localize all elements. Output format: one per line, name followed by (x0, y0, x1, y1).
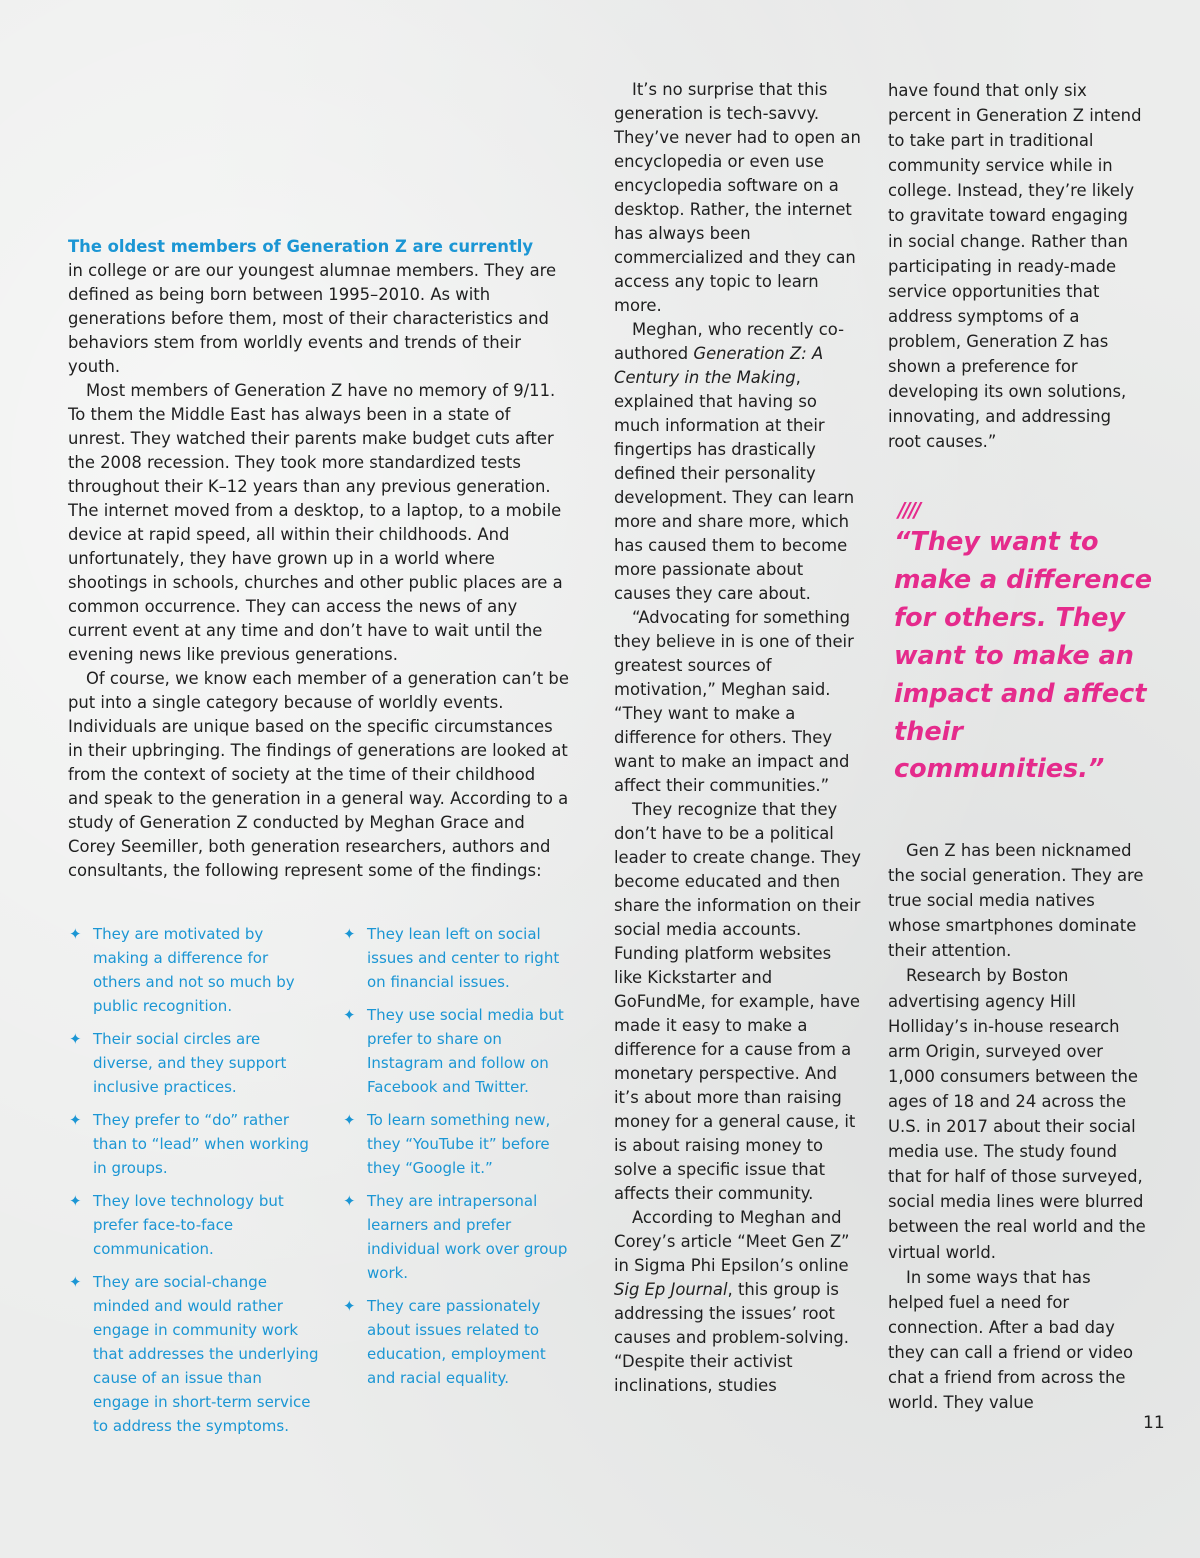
right-column-bottom (888, 838, 1148, 1415)
star-icon: ✦ (343, 1006, 356, 1024)
body-paragraph: have found that only six percent in Generation Z intend to take part in traditional community service while in college. Instead, they’re likely to gravitate toward engaging in social change. Rather than participating in ready-made service opportunities that address symptoms of a problem, Generation Z has shown a preference for developing its own solutions, innovating, and addressing root causes.” (888, 81, 1142, 452)
list-item: ✦ They are motivated by making a difference for others and not so much by public recognition. (69, 922, 319, 1018)
list-item: ✦ To learn something new, they “YouTube it” before they “Google it.” (343, 1108, 568, 1180)
body-paragraph: In some ways that has helped fuel a need for connection. After a bad day they can call a friend or video chat a friend from across the world. They value (888, 1267, 1133, 1413)
star-icon: ✦ (69, 1030, 82, 1048)
intro-text: in college or are our youngest alumnae members. They are defined as being born between 1995–2010. As with generations before them, most of their characteristics and behaviors stem from worldly events and trends of their youth. (68, 261, 557, 376)
star-icon: ✦ (69, 1111, 82, 1129)
star-icon: ✦ (69, 1192, 82, 1210)
body-paragraph: Gen Z has been nicknamed the social generation. They are true social media natives whose smartphones dominate their attention. (888, 841, 1144, 961)
body-paragraph: Meghan, who recently co-authored Generation Z: A Century in the Making, explained that having so much information at their fingertips has drastically defined their personality development. They can learn more and share more, which has caused them to become more passionate about causes they care about. (614, 320, 855, 603)
middle-column (614, 78, 862, 1398)
body-paragraph: They recognize that they don’t have to be a political leader to create change. They become educated and then share the information on their social media accounts. Funding platform websites like Kickstarter and GoFundMe, for example, have made it easy to make a difference for a cause from a monetary perspective. And it’s about more than raising money for a general cause, it is about raising money to solve a specific issue that affects their community. (614, 800, 861, 1203)
pull-quote: “They want to make a difference for others. They want to make an impact and affect their communities.” (894, 527, 1153, 785)
star-icon: ✦ (343, 925, 356, 943)
star-icon: ✦ (343, 1192, 356, 1210)
body-paragraph: Research by Boston advertising agency Hill Holliday’s in-house research arm Origin, surveyed over 1,000 consumers between the ages of 18 and 24 across the U.S. in 2017 about their social media use. The study found that for half of those surveyed, social media lines were blurred between the real world and the virtual world. (888, 966, 1146, 1262)
star-icon: ✦ (69, 925, 82, 943)
list-item: ✦ They prefer to “do” rather than to “lead” when working in groups. (69, 1108, 319, 1180)
list-item: ✦ They love technology but prefer face-to-face communication. (69, 1189, 319, 1261)
body-paragraph: “Advocating for something they believe in is one of their greatest sources of motivation,” Meghan said. “They want to make a difference for others. They want to make an impact and affect their communities.” (614, 608, 854, 795)
page-number: 11 (1143, 1413, 1165, 1433)
quote-slashes-icon: //// (898, 498, 920, 522)
book-title: Generation Z: A Century in the Making (614, 344, 824, 387)
body-paragraph: Most members of Generation Z have no memory of 9/11. To them the Middle East has always been in a state of unrest. They watched their parents make budget cuts after the 2008 recession. They took more standardized tests throughout their K–12 years than any previous generation. The internet moved from a desktop, to a laptop, to a mobile device at rapid speed, all within their childhoods. And unfortunately, they have grown up in a world where shootings in schools, churches and other public places are a common occurrence. They can access the news of any current event at any time and don’t have to wait until the evening news like previous generations. (68, 381, 563, 664)
star-icon: ✦ (343, 1111, 356, 1129)
intro-column (68, 235, 570, 883)
body-paragraph: According to Meghan and Corey’s article “Meet Gen Z” in Sigma Phi Epsilon’s online Sig Ep Journal, this group is addressing the issues’ root causes and problem-solving. “Despite their activist inclinations, studies (614, 1208, 850, 1395)
list-item: ✦ They care passionately about issues related to education, employment and racial equality. (343, 1294, 568, 1390)
body-paragraph: It’s no surprise that this generation is tech-savvy. They’ve never had to open an encyclopedia or even use encyclopedia software on a desktop. Rather, the internet has always been commercialized and they can access any topic to learn more. (614, 80, 861, 315)
lead-in: The oldest members of Generation Z are currently (68, 237, 534, 256)
journal-title: Sig Ep Journal (614, 1280, 728, 1299)
list-item: ✦ They lean left on social issues and center to right on financial issues. (343, 922, 568, 994)
right-column-top (888, 78, 1148, 454)
list-item: ✦ Their social circles are diverse, and they support inclusive practices. (69, 1027, 319, 1099)
star-icon: ✦ (343, 1297, 356, 1315)
body-paragraph: Of course, we know each member of a generation can’t be put into a single category because of worldly events. Individuals are unique based on the specific circumstances in their upbringing. The findings of generations are looked at from the context of society at the time of their childhood and speak to the generation in a general way. According to a study of Generation Z conducted by Meghan Grace and Corey Seemiller, both generation researchers, authors and consultants, the following represent some of the findings: (68, 669, 569, 880)
findings-list-right (343, 922, 568, 1399)
intro-paragraph (68, 235, 570, 379)
star-icon: ✦ (69, 1273, 82, 1291)
list-item: ✦ They are intrapersonal learners and prefer individual work over group work. (343, 1189, 568, 1285)
list-item: ✦ They use social media but prefer to share on Instagram and follow on Facebook and Twitter. (343, 1003, 568, 1099)
list-item: ✦ They are social-change minded and would rather engage in community work that addresses the underlying cause of an issue than engage in short-term service to address the symptoms. (69, 1270, 319, 1438)
findings-list-left (69, 922, 319, 1447)
